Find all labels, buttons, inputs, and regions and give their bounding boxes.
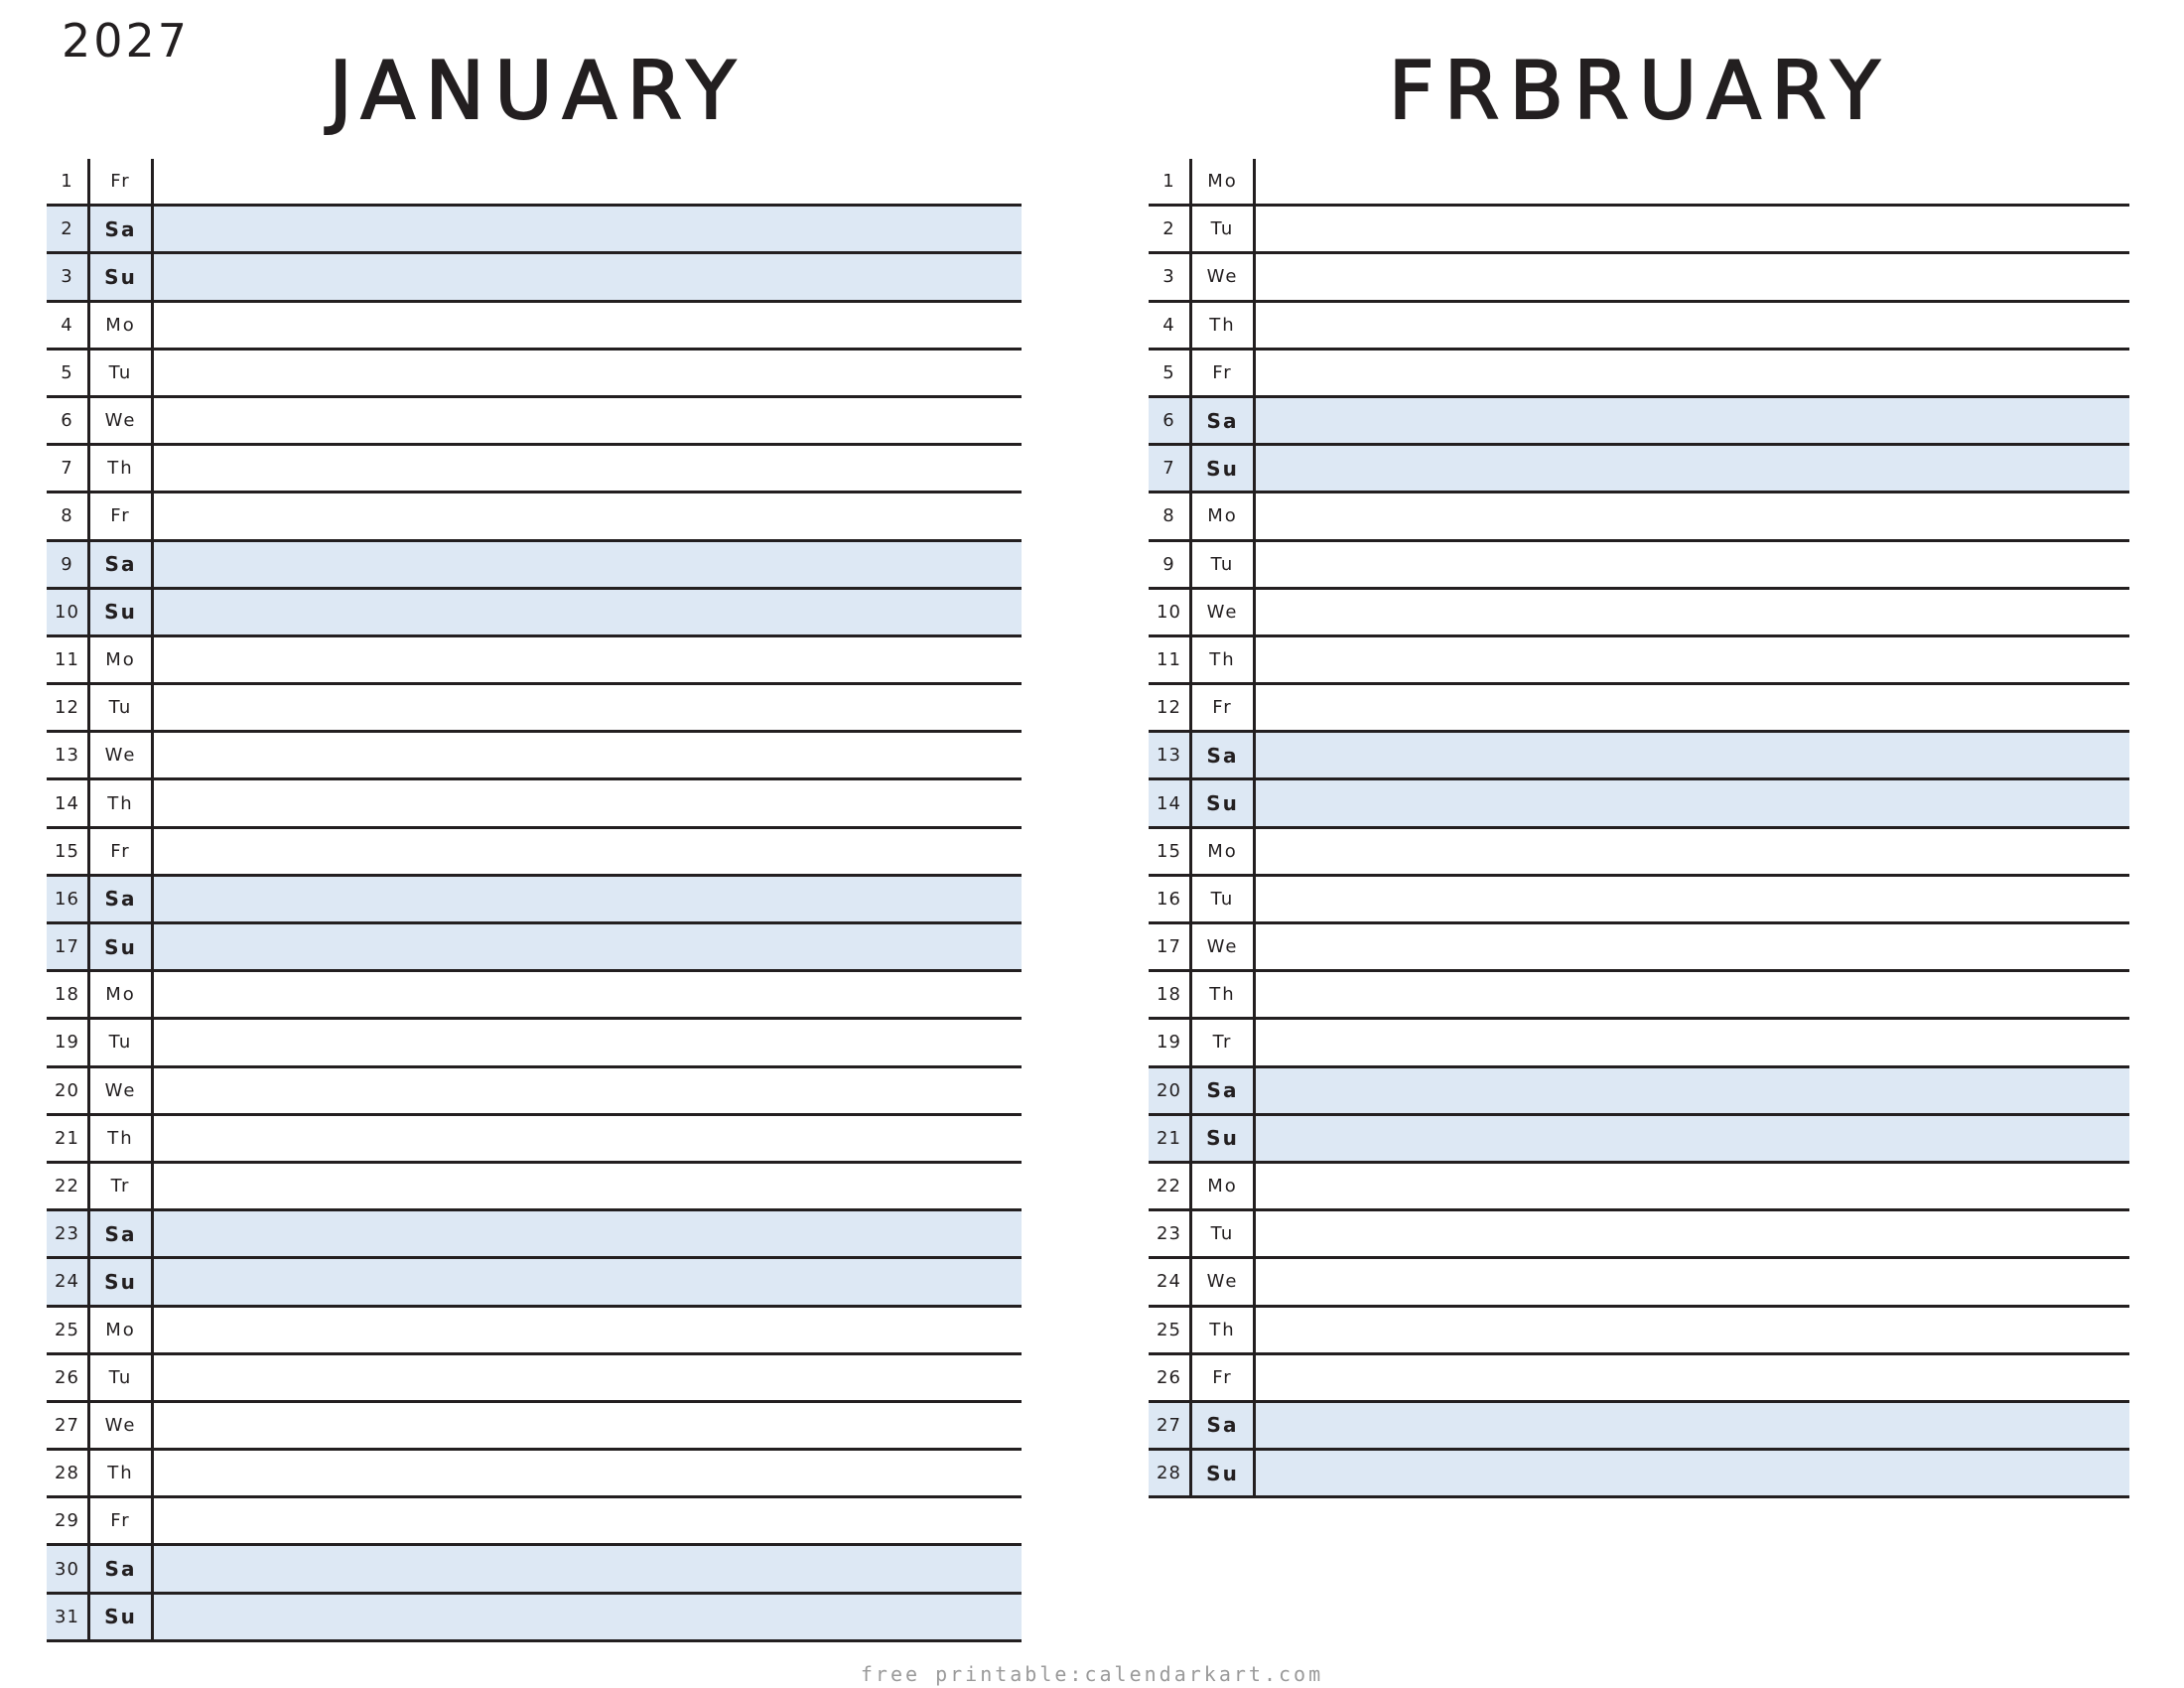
day-number: 25 (1149, 1308, 1192, 1352)
day-name: Sa (1192, 1068, 1256, 1113)
day-row (47, 1355, 1022, 1403)
day-number: 6 (47, 398, 90, 443)
day-row (47, 924, 1022, 972)
note-line[interactable] (1256, 446, 2129, 491)
day-name: We (1192, 924, 1256, 969)
day-row (47, 1546, 1022, 1594)
day-name: Tr (90, 1164, 154, 1208)
day-name: Th (1192, 637, 1256, 682)
day-row (1149, 972, 2129, 1020)
day-row (47, 398, 1022, 446)
day-name: Sa (90, 542, 154, 587)
day-number: 11 (1149, 637, 1192, 682)
day-number: 5 (47, 351, 90, 395)
note-line[interactable] (1256, 1116, 2129, 1161)
day-name: Fr (1192, 351, 1256, 395)
day-number: 7 (1149, 446, 1192, 491)
day-row (1149, 1403, 2129, 1451)
day-name: Fr (90, 159, 154, 204)
note-line[interactable] (1256, 924, 2129, 969)
day-number: 26 (47, 1355, 90, 1400)
day-name: Mo (1192, 159, 1256, 204)
day-name: Sa (90, 207, 154, 251)
note-line[interactable] (154, 685, 1022, 730)
day-number: 15 (47, 829, 90, 874)
day-number: 12 (1149, 685, 1192, 730)
day-name: Tu (1192, 207, 1256, 251)
note-line[interactable] (1256, 685, 2129, 730)
note-line[interactable] (1256, 207, 2129, 251)
day-row (47, 733, 1022, 780)
day-name: Fr (90, 493, 154, 538)
day-name: We (90, 1403, 154, 1448)
day-row (1149, 254, 2129, 302)
day-name: We (1192, 1259, 1256, 1304)
month-grid-january (47, 159, 1022, 1642)
day-name: Th (1192, 1308, 1256, 1352)
day-number: 8 (47, 493, 90, 538)
day-number: 23 (1149, 1211, 1192, 1256)
day-row (47, 637, 1022, 685)
day-row (47, 303, 1022, 351)
day-row (1149, 780, 2129, 828)
day-row (47, 1451, 1022, 1498)
day-name: Tr (1192, 1020, 1256, 1064)
day-row (47, 1259, 1022, 1307)
note-line[interactable] (154, 924, 1022, 969)
note-line[interactable] (1256, 1403, 2129, 1448)
day-number: 15 (1149, 829, 1192, 874)
note-line[interactable] (154, 1595, 1022, 1639)
note-line[interactable] (1256, 159, 2129, 204)
day-number: 30 (47, 1546, 90, 1591)
day-row (1149, 877, 2129, 924)
day-row (47, 1403, 1022, 1451)
day-name: We (90, 733, 154, 777)
day-number: 19 (47, 1020, 90, 1064)
day-number: 3 (1149, 254, 1192, 299)
day-name: Su (90, 1259, 154, 1304)
day-row (1149, 398, 2129, 446)
day-row (47, 1308, 1022, 1355)
day-name: We (90, 1068, 154, 1113)
note-line[interactable] (1256, 780, 2129, 825)
day-number: 14 (47, 780, 90, 825)
day-name: Tu (90, 685, 154, 730)
day-number: 3 (47, 254, 90, 299)
day-name: Sa (90, 877, 154, 921)
note-line[interactable] (1256, 303, 2129, 348)
day-name: Su (1192, 780, 1256, 825)
day-row (47, 207, 1022, 254)
note-line[interactable] (154, 254, 1022, 299)
note-line[interactable] (154, 446, 1022, 491)
day-name: Tu (1192, 877, 1256, 921)
day-number: 29 (47, 1498, 90, 1543)
day-row (47, 590, 1022, 637)
day-row (47, 351, 1022, 398)
note-line[interactable] (1256, 1068, 2129, 1113)
day-name: Su (1192, 446, 1256, 491)
day-number: 21 (47, 1116, 90, 1161)
day-number: 4 (47, 303, 90, 348)
day-name: Mo (90, 972, 154, 1017)
day-number: 2 (47, 207, 90, 251)
day-name: We (1192, 254, 1256, 299)
note-line[interactable] (1256, 1164, 2129, 1208)
day-name: Su (90, 1595, 154, 1639)
day-number: 12 (47, 685, 90, 730)
note-line[interactable] (154, 733, 1022, 777)
day-row (1149, 1308, 2129, 1355)
day-number: 18 (47, 972, 90, 1017)
day-name: Su (90, 924, 154, 969)
day-number: 11 (47, 637, 90, 682)
note-line[interactable] (154, 1403, 1022, 1448)
day-name: Mo (1192, 829, 1256, 874)
day-name: Fr (1192, 1355, 1256, 1400)
day-row (1149, 924, 2129, 972)
note-line[interactable] (154, 159, 1022, 204)
day-row (47, 685, 1022, 733)
day-name: Tu (90, 1020, 154, 1064)
day-row (47, 1595, 1022, 1642)
day-number: 25 (47, 1308, 90, 1352)
note-line[interactable] (1256, 972, 2129, 1017)
day-row (47, 159, 1022, 207)
day-number: 20 (47, 1068, 90, 1113)
day-row (47, 1020, 1022, 1067)
day-name: Su (90, 590, 154, 634)
day-row (1149, 733, 2129, 780)
note-line[interactable] (1256, 637, 2129, 682)
month-title-january: JANUARY (329, 45, 746, 137)
day-row (1149, 1355, 2129, 1403)
note-line[interactable] (154, 1308, 1022, 1352)
day-number: 10 (47, 590, 90, 634)
day-number: 24 (1149, 1259, 1192, 1304)
day-row (47, 1498, 1022, 1546)
day-name: Sa (1192, 1403, 1256, 1448)
day-number: 10 (1149, 590, 1192, 634)
day-number: 13 (1149, 733, 1192, 777)
day-row (47, 1164, 1022, 1211)
day-row (47, 446, 1022, 493)
day-row (47, 877, 1022, 924)
day-name: Fr (1192, 685, 1256, 730)
note-line[interactable] (1256, 398, 2129, 443)
note-line[interactable] (1256, 1211, 2129, 1256)
day-number: 8 (1149, 493, 1192, 538)
month-grid-february (1149, 159, 2129, 1498)
note-line[interactable] (154, 972, 1022, 1017)
day-number: 17 (1149, 924, 1192, 969)
day-number: 9 (47, 542, 90, 587)
day-number: 24 (47, 1259, 90, 1304)
day-number: 1 (1149, 159, 1192, 204)
day-number: 20 (1149, 1068, 1192, 1113)
day-name: Mo (90, 303, 154, 348)
day-number: 22 (47, 1164, 90, 1208)
day-number: 1 (47, 159, 90, 204)
day-name: Sa (90, 1546, 154, 1591)
note-line[interactable] (1256, 1451, 2129, 1495)
day-name: Mo (90, 637, 154, 682)
note-line[interactable] (154, 877, 1022, 921)
day-number: 27 (47, 1403, 90, 1448)
day-row (1149, 1211, 2129, 1259)
day-name: Fr (90, 829, 154, 874)
day-number: 2 (1149, 207, 1192, 251)
note-line[interactable] (1256, 542, 2129, 587)
day-number: 16 (47, 877, 90, 921)
day-name: Th (1192, 303, 1256, 348)
day-name: Mo (90, 1308, 154, 1352)
day-number: 7 (47, 446, 90, 491)
day-name: Mo (1192, 493, 1256, 538)
day-name: Th (90, 780, 154, 825)
note-line[interactable] (154, 1451, 1022, 1495)
day-number: 6 (1149, 398, 1192, 443)
day-row (1149, 1116, 2129, 1164)
day-number: 22 (1149, 1164, 1192, 1208)
day-row (47, 780, 1022, 828)
day-number: 21 (1149, 1116, 1192, 1161)
day-row (47, 972, 1022, 1020)
note-line[interactable] (1256, 877, 2129, 921)
day-row (1149, 1164, 2129, 1211)
day-name: Mo (1192, 1164, 1256, 1208)
day-row (1149, 303, 2129, 351)
note-line[interactable] (154, 590, 1022, 634)
day-row (1149, 829, 2129, 877)
month-title-february: FRBRUARY (1388, 45, 1890, 137)
day-name: Su (90, 254, 154, 299)
note-line[interactable] (154, 1211, 1022, 1256)
day-name: Th (90, 1116, 154, 1161)
note-line[interactable] (154, 1116, 1022, 1161)
day-name: Tu (1192, 1211, 1256, 1256)
day-number: 17 (47, 924, 90, 969)
day-name: We (1192, 590, 1256, 634)
day-row (47, 1068, 1022, 1116)
note-line[interactable] (154, 1355, 1022, 1400)
day-name: Sa (90, 1211, 154, 1256)
note-line[interactable] (154, 1259, 1022, 1304)
day-name: Su (1192, 1116, 1256, 1161)
note-line[interactable] (154, 1498, 1022, 1543)
day-number: 9 (1149, 542, 1192, 587)
day-number: 18 (1149, 972, 1192, 1017)
day-row (1149, 493, 2129, 541)
note-line[interactable] (154, 1020, 1022, 1064)
day-number: 23 (47, 1211, 90, 1256)
day-row (1149, 446, 2129, 493)
note-line[interactable] (154, 1164, 1022, 1208)
note-line[interactable] (154, 1068, 1022, 1113)
day-name: Tu (1192, 542, 1256, 587)
note-line[interactable] (1256, 1259, 2129, 1304)
note-line[interactable] (154, 351, 1022, 395)
day-number: 28 (47, 1451, 90, 1495)
day-name: Su (1192, 1451, 1256, 1495)
day-row (1149, 351, 2129, 398)
day-name: Fr (90, 1498, 154, 1543)
day-number: 16 (1149, 877, 1192, 921)
day-row (47, 829, 1022, 877)
note-line[interactable] (154, 780, 1022, 825)
day-number: 5 (1149, 351, 1192, 395)
note-line[interactable] (1256, 254, 2129, 299)
day-row (1149, 542, 2129, 590)
day-row (47, 254, 1022, 302)
year-label: 2027 (62, 14, 191, 68)
day-row (1149, 159, 2129, 207)
note-line[interactable] (1256, 829, 2129, 874)
day-row (1149, 1259, 2129, 1307)
day-row (1149, 1068, 2129, 1116)
note-line[interactable] (1256, 1308, 2129, 1352)
note-line[interactable] (154, 493, 1022, 538)
day-number: 26 (1149, 1355, 1192, 1400)
day-name: Tu (90, 351, 154, 395)
note-line[interactable] (154, 1546, 1022, 1591)
day-row (47, 1211, 1022, 1259)
day-name: Th (1192, 972, 1256, 1017)
footer-credit: free printable:calendarkart.com (860, 1662, 1324, 1686)
day-name: Sa (1192, 733, 1256, 777)
day-row (47, 542, 1022, 590)
note-line[interactable] (154, 542, 1022, 587)
note-line[interactable] (154, 637, 1022, 682)
note-line[interactable] (154, 303, 1022, 348)
day-number: 28 (1149, 1451, 1192, 1495)
day-row (1149, 685, 2129, 733)
day-name: Th (90, 1451, 154, 1495)
note-line[interactable] (154, 829, 1022, 874)
note-line[interactable] (154, 398, 1022, 443)
note-line[interactable] (1256, 1355, 2129, 1400)
day-number: 4 (1149, 303, 1192, 348)
day-name: Sa (1192, 398, 1256, 443)
day-name: Th (90, 446, 154, 491)
day-name: Tu (90, 1355, 154, 1400)
day-row (1149, 1451, 2129, 1498)
note-line[interactable] (1256, 351, 2129, 395)
note-line[interactable] (1256, 733, 2129, 777)
day-row (47, 1116, 1022, 1164)
note-line[interactable] (1256, 1020, 2129, 1064)
day-number: 27 (1149, 1403, 1192, 1448)
day-row (1149, 637, 2129, 685)
day-row (1149, 1020, 2129, 1067)
day-row (1149, 590, 2129, 637)
day-number: 31 (47, 1595, 90, 1639)
day-row (47, 493, 1022, 541)
day-number: 14 (1149, 780, 1192, 825)
day-name: We (90, 398, 154, 443)
day-number: 19 (1149, 1020, 1192, 1064)
note-line[interactable] (1256, 493, 2129, 538)
note-line[interactable] (154, 207, 1022, 251)
day-row (1149, 207, 2129, 254)
note-line[interactable] (1256, 590, 2129, 634)
day-number: 13 (47, 733, 90, 777)
